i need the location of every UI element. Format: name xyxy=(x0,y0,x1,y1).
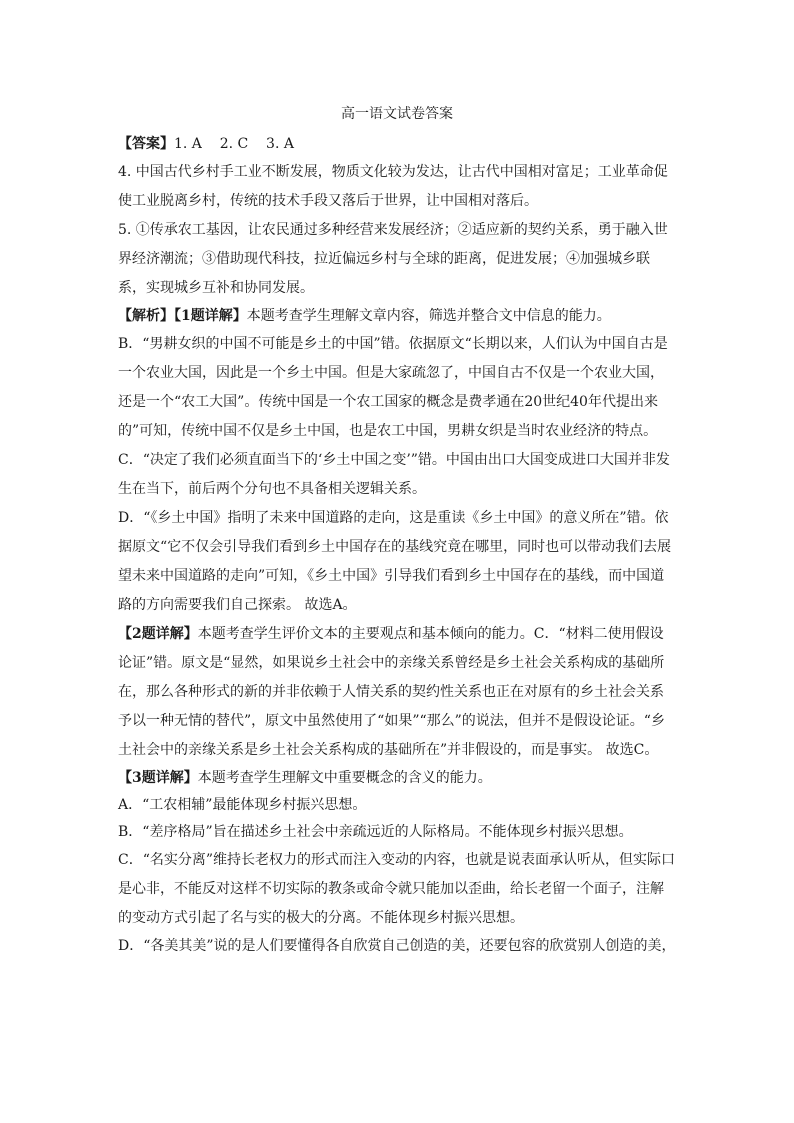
analysis-heading xyxy=(118,303,676,330)
q2-detail-label: 【2题详解】 xyxy=(118,626,198,642)
q1-option-c: C．“决定了我们必须直面当下的‘乡土中国之变’”错。中国由出口大国变成进口大国并非发生在当下，前后两个分句也不具备相关逻辑关系。 xyxy=(118,452,670,497)
q3-option-d: D．“各美其美”说的是人们要懂得各自欣赏自己创造的美，还要包容的欣赏别人创造的美， xyxy=(118,938,676,954)
answer-label: 【答案】 xyxy=(118,136,174,152)
q3-detail-label: 【3题详解】 xyxy=(118,770,198,786)
answer-content xyxy=(118,131,676,960)
q1-detail-label: 【1题详解】 xyxy=(174,308,247,324)
q2-detail xyxy=(118,620,676,765)
q3-option-c: C．“名实分离”维持长老权力的形式而注入变动的内容，也就是说表面承认听从，但实际口是心非，不能反对这样不切实际的教条或命令就只能加以歪曲，给长老留一个面子，注解的变动方式引起了名与实的极大的分离。不能体现乡村振兴思想。 xyxy=(118,852,676,926)
q1-intro: 本题考查学生理解文章内容，筛选并整合文中信息的能力。 xyxy=(246,308,611,324)
q3-option-a: A．“工农相辅”最能体现乡村振兴思想。 xyxy=(118,797,367,813)
question-5-answer: 5. ①传承农工基因，让农民通过多种经营来发展经济；②适应新的契约关系，勇于融入世界经济潮流；③借助现代科技，拉近偏远乡村与全球的距离，促进发展；④加强城乡联系，实现城乡互补和协同发展。 xyxy=(118,222,668,296)
q2-text: 本题考查学生评价文本的主要观点和基本倾向的能力。C．“材料二使用假设论证”错。原文是“显然，如果说乡土社会中的亲缘关系曾经是乡土社会关系构成的基础所在，那么各种形式的新的并非依赖于人情关系的契约性关系也正在对原有的乡土社会关系予以一种无情的替代”，原文中虽然使用了“如果”“那么”的说法，但并不是假设论证。“乡土社会中的亲缘关系是乡土社会关系构成的基础所在”并非假设的，而是事实。 故选C。 xyxy=(118,626,665,758)
q1-option-b: B．“男耕女织的中国不可能是乡土的中国”错。依据原文“长期以来，人们认为中国自古是一个农业大国，因此是一个乡土中国。但是大家疏忽了，中国自古不仅是一个农业大国，还是一个“农工大国”。传统中国是一个农工国家的概念是费孝通在20世纪40年代提出来的”可知，传统中国不仅是乡土中国，也是农工中国，男耕女织是当时农业经济的特点。 xyxy=(118,336,668,439)
answer-choices: 1. A 2. C 3. A xyxy=(174,136,294,152)
answer-line xyxy=(118,131,676,158)
q3-detail xyxy=(118,765,676,792)
page-title: 高一语文试卷答案 xyxy=(341,106,453,122)
q1-option-d: D．“《乡土中国》指明了未来中国道路的走向，这是重读《乡土中国》的意义所在”错。依据原文“它不仅会引导我们看到乡土中国存在的基线究竟在哪里，同时也可以带动我们去展望未来中国道路的走向”可知，《乡土中国》引导我们看到乡土中国存在的基线，而中国道路的方向需要我们自己探索。 故选A。 xyxy=(118,510,672,613)
question-4-answer: 4. 中国古代乡村手工业不断发展，物质文化较为发达，让古代中国相对富足；工业革命促使工业脱离乡村，传统的技术手段又落后于世界，让中国相对落后。 xyxy=(118,164,668,209)
q3-option-b: B．“差序格局”旨在描述乡土社会中亲疏远近的人际格局。不能体现乡村振兴思想。 xyxy=(118,824,633,840)
q3-intro: 本题考查学生理解文中重要概念的含义的能力。 xyxy=(197,770,492,786)
analysis-label: 【解析】 xyxy=(118,308,174,324)
